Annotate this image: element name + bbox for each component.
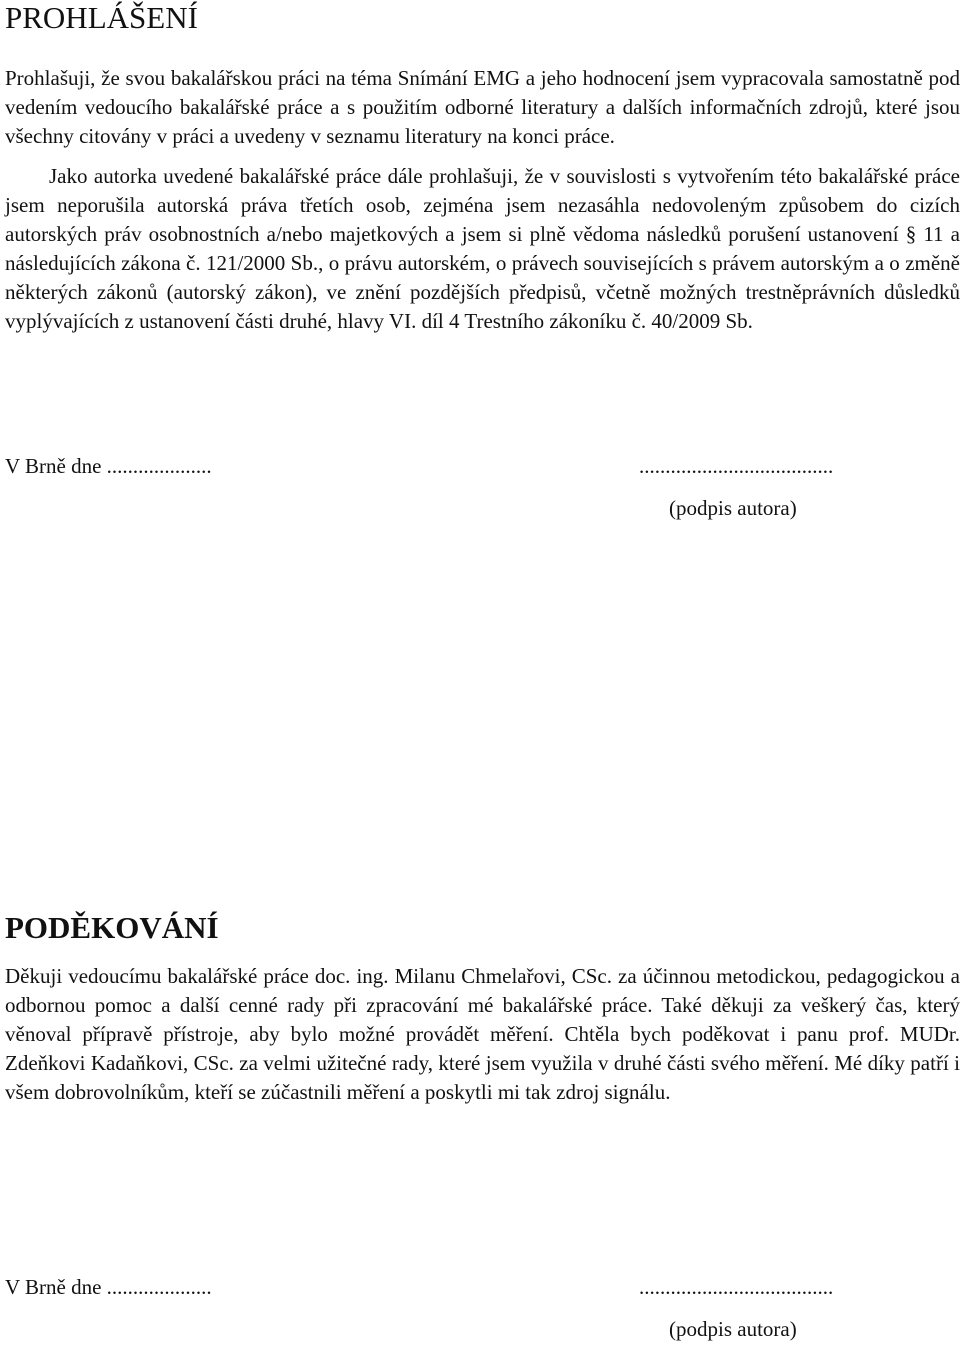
acknowledgement-place-date: V Brně dne .................... (5, 1275, 212, 1299)
declaration-signature-line: ..................................... (639, 454, 834, 478)
acknowledgement-place-date-row (5, 1275, 960, 1305)
acknowledgement-title: PODĚKOVÁNÍ (5, 910, 219, 945)
declaration-place-date-row (5, 454, 960, 484)
acknowledgement-paragraph: Děkuji vedoucímu bakalářské práce doc. ing. Milanu Chmelařovi, CSc. za účinnou metodickou, pedagogickou a odbornou pomoc a další cenné rady při zpracování mé bakalářské práce. Také děkuji za veškerý čas, který věnoval přípravě přístroje, aby bylo možné provádět měření. Chtěla bych poděkovat i panu prof. MUDr. Zdeňkovi Kadaňkovi, CSc. za velmi užitečné rady, které jsem využila v druhé části svého měření. Mé díky patří i všem dobrovolníkům, kteří se zúčastnili měření a poskytli mi tak zdroj signálu. (5, 964, 960, 1104)
declaration-paragraph-2: Jako autorka uvedené bakalářské práce dále prohlašuji, že v souvislosti s vytvořením této bakalářské práce jsem neporušila autorská práva třetích osob, zejména jsem nezasáhla nedovoleným způsobem do cizích autorských práv osobnostních a/nebo majetkových a jsem si plně vědoma následků porušení ustanovení § 11 a následujících zákona č. 121/2000 Sb., o právu autorském, o právech souvisejících s právem autorským a o změně některých zákonů (autorský zákon), ve znění pozdějších předpisů, včetně možných trestněprávních důsledků vyplývajících z ustanovení části druhé, hlavy VI. díl 4 Trestního zákoníku č. 40/2009 Sb. (5, 164, 960, 333)
declaration-title: PROHLÁŠENÍ (5, 0, 198, 35)
declaration-place-date: V Brně dne .................... (5, 454, 212, 478)
acknowledgement-signature-line: ..................................... (639, 1275, 834, 1299)
declaration-paragraph-1: Prohlašuji, že svou bakalářskou práci na téma Snímání EMG a jeho hodnocení jsem vypracovala samostatně pod vedením vedoucího bakalářské práce a s použitím odborné literatury a dalších informačních zdrojů, které jsou všechny citovány v práci a uvedeny v seznamu literatury na konci práce. (5, 66, 960, 148)
declaration-signature-label: (podpis autora) (669, 496, 797, 520)
acknowledgement-signature-label: (podpis autora) (669, 1317, 797, 1341)
declaration-section (5, 0, 960, 336)
acknowledgement-section (5, 962, 960, 1107)
